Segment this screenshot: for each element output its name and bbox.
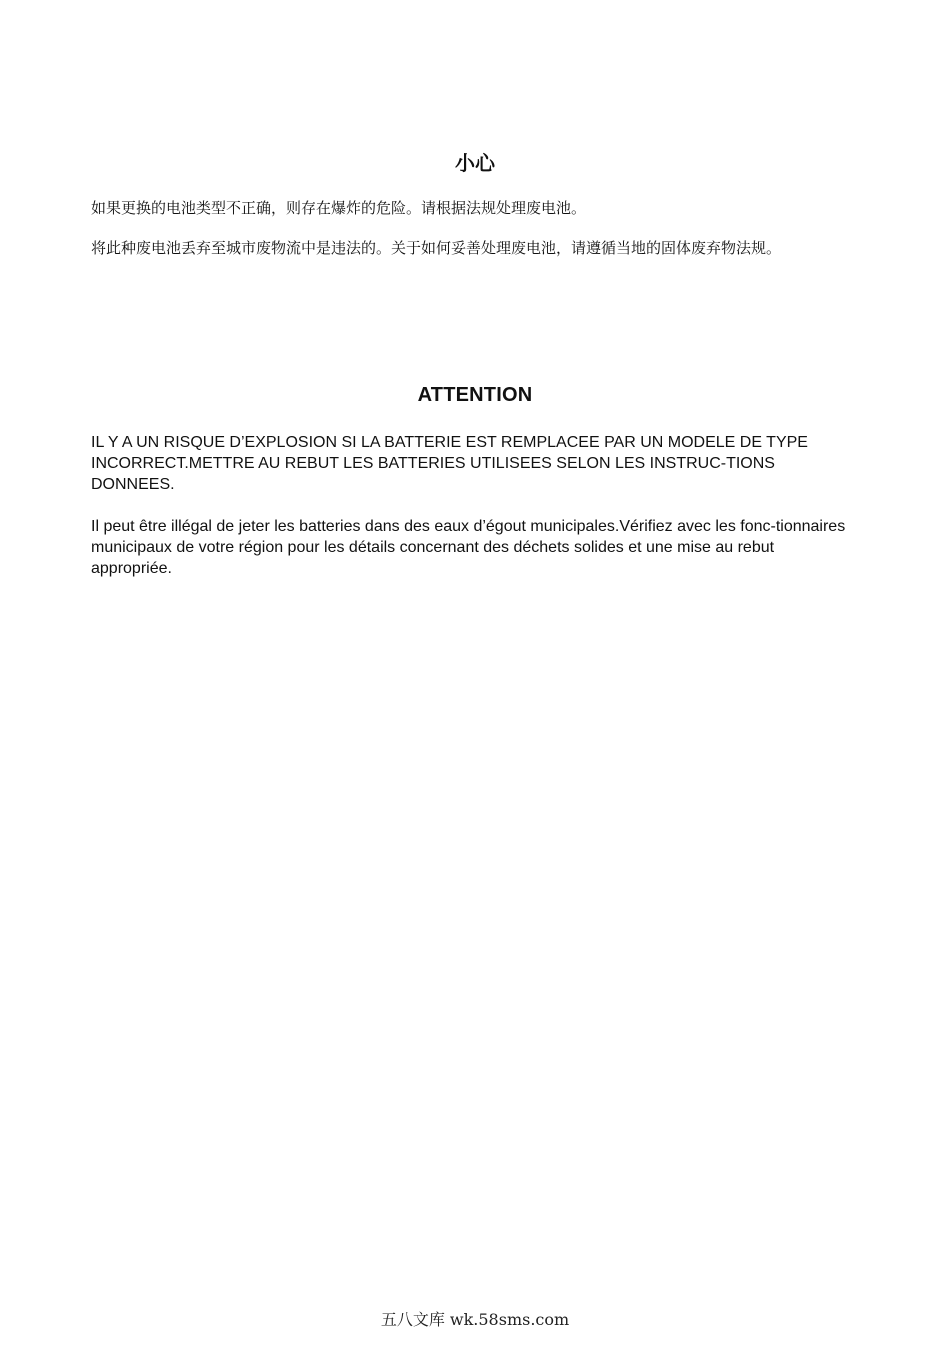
chinese-caution-heading: 小心 — [455, 151, 495, 175]
footer-watermark: 五八文库 wk.58sms.com — [380, 1310, 570, 1329]
chinese-caution-paragraph-1: 如果更换的电池类型不正确，则存在爆炸的危险。请根据法规处理废电池。 — [91, 199, 587, 217]
french-attention-paragraph-2: Il peut être illégal de jeter les batteries dans des eaux d’égout municipales.Vérifiez avec les fonc-tionnaires municipaux de votre région pour les détails concernant des déchets solides et une mise au rebut appropriée. — [91, 518, 846, 577]
chinese-caution-paragraph-2: 将此种废电池丢弃至城市废物流中是违法的。关于如何妥善处理废电池，请遵循当地的固体废弃物法规。 — [91, 239, 782, 257]
chinese-caution-section — [91, 150, 859, 259]
french-attention-section — [91, 382, 859, 579]
french-attention-heading: ATTENTION — [417, 384, 533, 406]
french-attention-paragraph-1: IL Y A UN RISQUE D’EXPLOSION SI LA BATTERIE EST REMPLACEE PAR UN MODELE DE TYPE INCORRECT.METTRE AU REBUT LES BATTERIES UTILISEES SELON LES INSTRUC-TIONS DONNEES. — [91, 434, 808, 493]
